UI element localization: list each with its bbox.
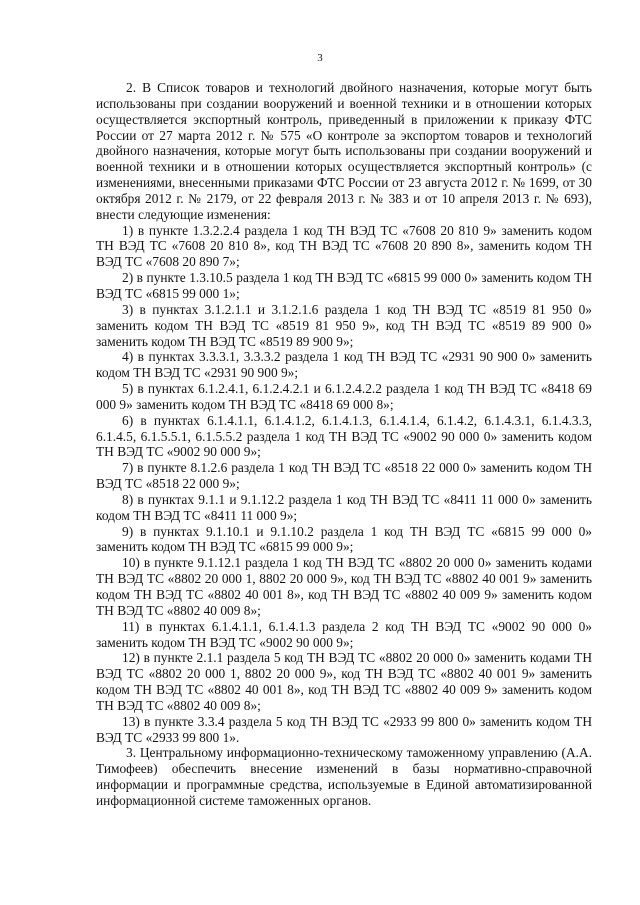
list-item-13: 13) в пункте 3.3.4 раздела 5 код ТН ВЭД ТС «2933 99 800 0» заменить кодом ТН ВЭД ТС «2933 99 800 1».	[96, 713, 592, 745]
list-item-12: 12) в пункте 2.1.1 раздела 5 код ТН ВЭД ТС «8802 20 000 0» заменить кодами ТН ВЭД ТС «8802 20 000 1, 8802 20 000 9», код ТН ВЭД ТС «8802 40 001 9» заменить кодом ТН ВЭД ТС «8802 40 001 8», код ТН ВЭД ТС «8802 40 009 9» заменить кодом ТН ВЭД ТС «8802 40 009 8»;	[96, 650, 592, 713]
document-body	[96, 80, 592, 809]
list-item-4: 4) в пунктах 3.3.3.1, 3.3.3.2 раздела 1 код ТН ВЭД ТС «2931 90 900 0» заменить кодом ТН ВЭД ТС «2931 90 900 9»;	[96, 349, 592, 381]
list-item-8: 8) в пунктах 9.1.1 и 9.1.12.2 раздела 1 код ТН ВЭД ТС «8411 11 000 0» заменить кодом ТН ВЭД ТС «8411 11 000 9»;	[96, 491, 592, 523]
list-item-7: 7) в пункте 8.1.2.6 раздела 1 код ТН ВЭД ТС «8518 22 000 0» заменить кодом ТН ВЭД ТС «8518 22 000 9»;	[96, 460, 592, 492]
list-item-9: 9) в пунктах 9.1.10.1 и 9.1.10.2 раздела 1 код ТН ВЭД ТС «6815 99 000 0» заменить кодом ТН ВЭД ТС «6815 99 000 9»;	[96, 523, 592, 555]
paragraph-section-3: 3. Центральному информационно-техническому таможенному управлению (А.А. Тимофеев) обеспечить внесение изменений в базы нормативно-справочной информации и программные средства, используемые в Единой автоматизированной информационной системе таможенных органов.	[96, 745, 592, 808]
paragraph-section-2: 2. В Список товаров и технологий двойного назначения, которые могут быть использованы при создании вооружений и военной техники и в отношении которых осуществляется экспортный контроль, приведенный в приложении к приказу ФТС России от 27 марта 2012 г. № 575 «О контроле за экспортом товаров и технологий двойного назначения, которые могут быть использованы при создании вооружений и военной техники и в отношении которых осуществляется экспортный контроль» (с изменениями, внесенными приказами ФТС России от 23 августа 2012 г. № 1699, от 30 октября 2012 г. № 2179, от 22 февраля 2013 г. № 383 и от 10 апреля 2013 г. № 693), внести следующие изменения:	[96, 80, 592, 222]
list-item-2: 2) в пункте 1.3.10.5 раздела 1 код ТН ВЭД ТС «6815 99 000 0» заменить кодом ТН ВЭД ТС «6815 99 000 1»;	[96, 270, 592, 301]
page-number: 3	[317, 52, 323, 64]
list-item-11: 11) в пунктах 6.1.4.1.1, 6.1.4.1.3 раздела 2 код ТН ВЭД ТС «9002 90 000 0» заменить кодом ТН ВЭД ТС «9002 90 000 9»;	[96, 618, 592, 650]
list-item-5: 5) в пунктах 6.1.2.4.1, 6.1.2.4.2.1 и 6.1.2.4.2.2 раздела 1 код ТН ВЭД ТС «8418 69 000 9» заменить кодом ТН ВЭД ТС «8418 69 000 8»;	[96, 381, 592, 412]
list-item-10: 10) в пункте 9.1.12.1 раздела 1 код ТН ВЭД ТС «8802 20 000 0» заменить кодами ТН ВЭД ТС «8802 20 000 1, 8802 20 000 9», код ТН ВЭД ТС «8802 40 001 9» заменить кодом ТН ВЭД ТС «8802 40 001 8», код ТН ВЭД ТС «8802 40 009 9» заменить кодом ТН ВЭД ТС «8802 40 009 8»;	[96, 555, 592, 618]
list-item-6: 6) в пунктах 6.1.4.1.1, 6.1.4.1.2, 6.1.4.1.3, 6.1.4.1.4, 6.1.4.2, 6.1.4.3.1, 6.1.4.3.3, 6.1.4.5, 6.1.5.5.1, 6.1.5.5.2 раздела 1 код ТН ВЭД ТС «9002 90 000 0» заменить кодом ТН ВЭД ТС «9002 90 000 9»;	[96, 412, 592, 460]
list-item-3: 3) в пунктах 3.1.2.1.1 и 3.1.2.1.6 раздела 1 код ТН ВЭД ТС «8519 81 950 0» заменить кодом ТН ВЭД ТС «8519 81 950 9», код ТН ВЭД ТС «8519 89 900 0» заменить кодом ТН ВЭД ТС «8519 89 900 9»;	[96, 301, 592, 349]
list-item-1: 1) в пункте 1.3.2.2.4 раздела 1 код ТН ВЭД ТС «7608 20 810 9» заменить кодом ТН ВЭД ТС «7608 20 810 8», код ТН ВЭД ТС «7608 20 890 8», заменить кодом ТН ВЭД ТС «7608 20 890 7»;	[96, 222, 592, 270]
